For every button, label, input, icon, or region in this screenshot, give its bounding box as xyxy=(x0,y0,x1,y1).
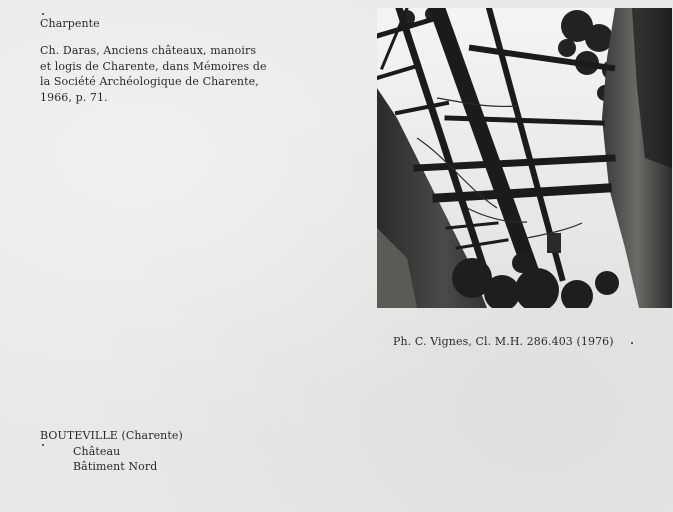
commune-name: BOUTEVILLE (Charente) xyxy=(40,429,183,442)
reference-line: la Société Archéologique de Charente, xyxy=(40,75,259,88)
bullet-mark xyxy=(631,342,633,344)
photograph-roof-timbers xyxy=(377,8,672,308)
reference-line: et logis de Charente, dans Mémoires de xyxy=(40,59,267,73)
bullet-mark xyxy=(42,13,44,15)
building-part: Bâtiment Nord xyxy=(73,460,158,473)
reference-line: Ch. Daras, Anciens châteaux, manoirs xyxy=(40,44,257,57)
location-block xyxy=(40,428,183,475)
bibliographic-reference xyxy=(40,43,267,105)
bullet-mark xyxy=(42,444,44,446)
reference-line: 1966, p. 71. xyxy=(40,90,108,104)
photo-credit: Ph. C. Vignes, Cl. M.H. 286.403 (1976) xyxy=(393,335,614,348)
subject-title: Charpente xyxy=(40,17,100,30)
building-name: Château xyxy=(73,444,121,458)
